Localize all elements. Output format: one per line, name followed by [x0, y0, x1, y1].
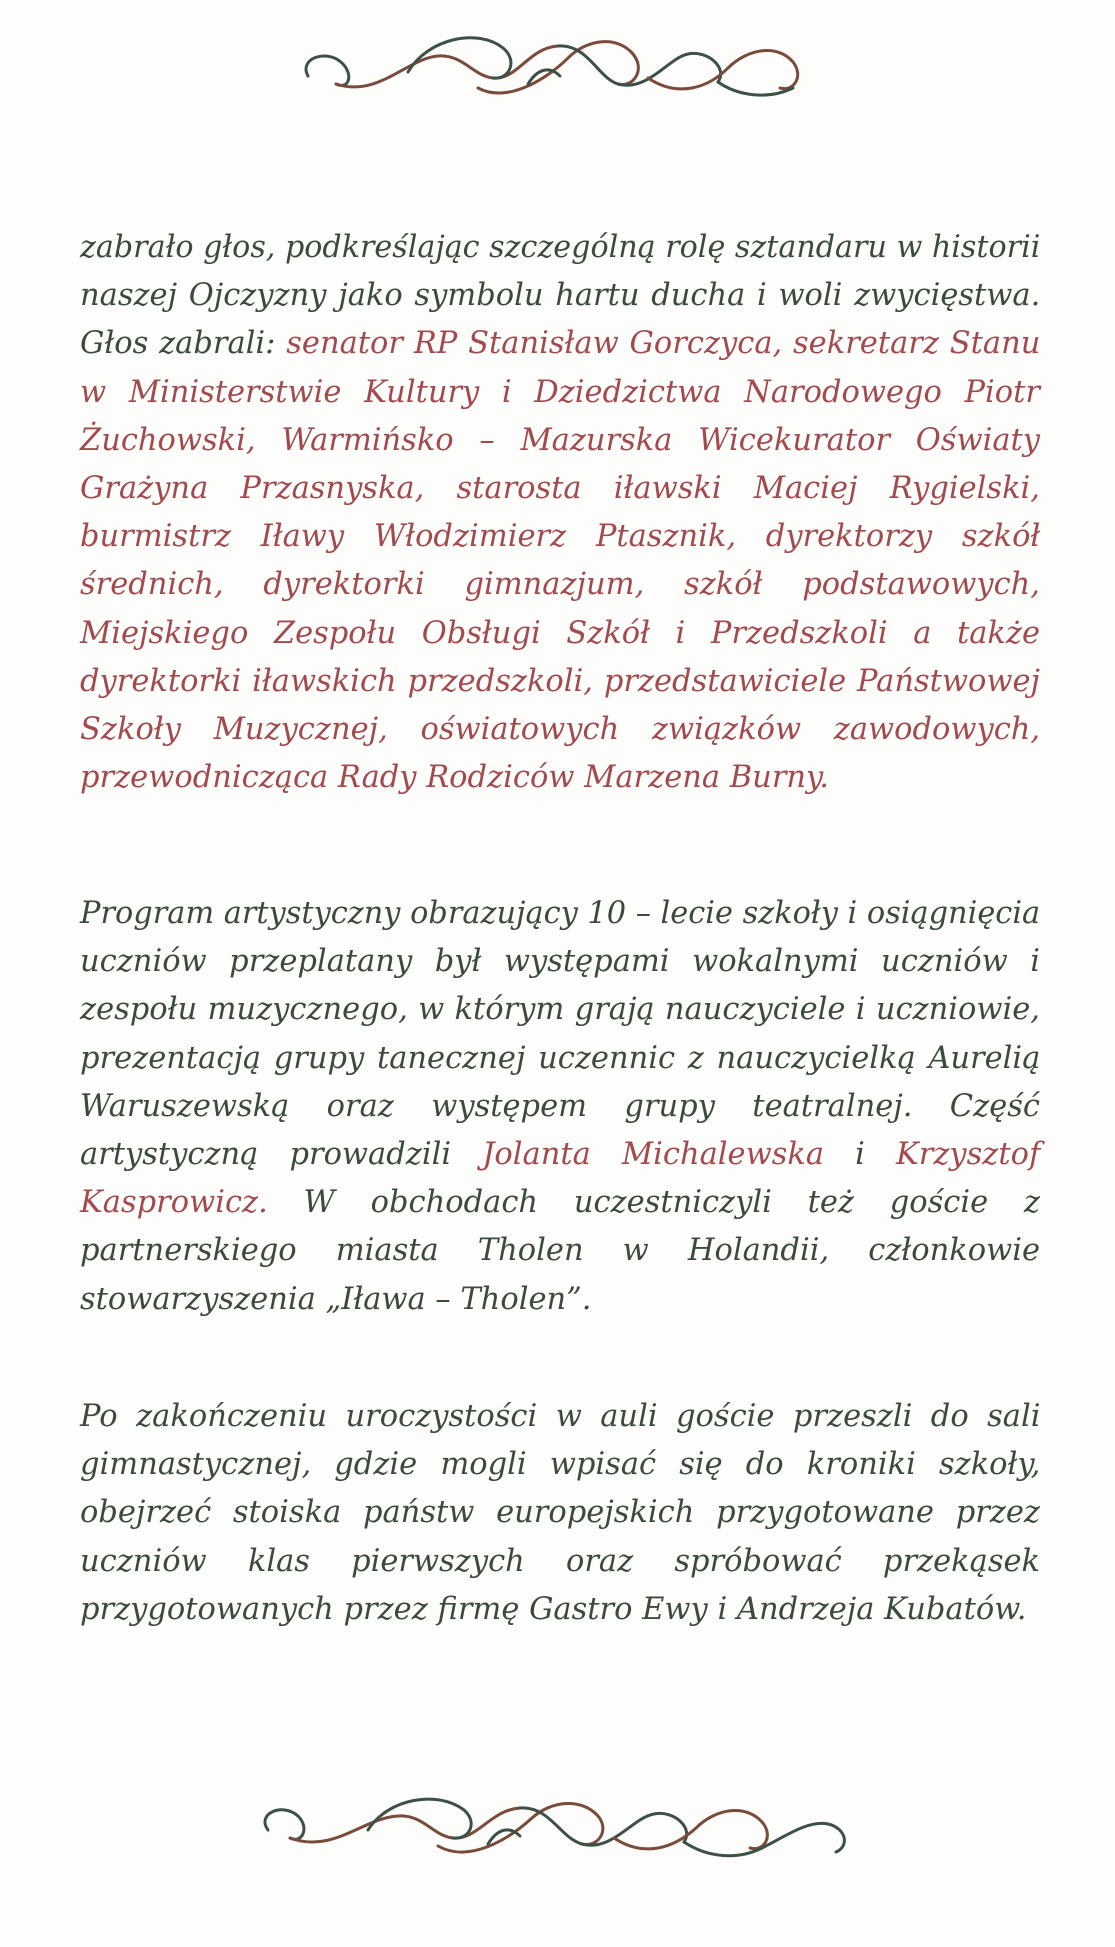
highlighted-name-span: Grażyna Przasnyska, starosta iławski Maciej Rygielski,	[80, 471, 1040, 507]
highlighted-name-span: średnich, dyrektorki gimnazjum, szkół podstawowych,	[80, 567, 1040, 603]
highlighted-name-span: Żuchowski, Warmińsko – Mazurska Wicekurator Oświaty	[80, 422, 1040, 458]
text-line	[80, 610, 1040, 658]
text-line	[80, 369, 1040, 417]
text-span: naszej Ojczyzny jako symbolu hartu ducha i woli zwycięstwa.	[80, 278, 1041, 314]
text-line	[80, 1083, 1040, 1131]
text-span: Waruszewską oraz występem grupy teatralnej. Część	[80, 1088, 1040, 1124]
paragraph-3	[80, 1393, 1040, 1634]
bottom-flourish-ornament	[238, 1780, 878, 1870]
highlighted-name-span: Miejskiego Zespołu Obsługi Szkół i Przedszkoli a także	[80, 615, 1041, 651]
highlighted-name-span: Kasprowicz.	[80, 1185, 268, 1221]
text-line	[80, 320, 1040, 368]
text-line	[80, 561, 1040, 609]
text-span: stowarzyszenia „Iława – Tholen”.	[80, 1281, 592, 1317]
text-span: przygotowanych przez firmę Gastro Ewy i Andrzeja Kubatów.	[80, 1591, 1027, 1627]
highlighted-name-span: dyrektorki iławskich przedszkoli, przedstawiciele Państwowej	[80, 663, 1040, 699]
text-line	[80, 1131, 1040, 1179]
text-line	[80, 1393, 1040, 1441]
text-line	[80, 1227, 1040, 1275]
text-line	[80, 417, 1040, 465]
paragraph-1	[80, 224, 1040, 802]
highlighted-name-span: Szkoły Muzycznej, oświatowych związków zawodowych,	[80, 712, 1041, 748]
text-line	[80, 1489, 1040, 1537]
text-line	[80, 465, 1040, 513]
text-line	[80, 986, 1040, 1034]
text-span: prezentacją grupy tanecznej uczennic z nauczycielką Aurelią	[80, 1040, 1041, 1076]
text-line	[80, 224, 1041, 272]
highlighted-name-span: senator RP Stanisław Gorczyca, sekretarz Stanu	[286, 326, 1041, 362]
text-line	[80, 1179, 1040, 1227]
text-line	[80, 890, 1041, 938]
text-line	[80, 1276, 1040, 1324]
highlighted-name-span: burmistrz Iławy Włodzimierz Ptasznik, dyrektorzy szkół	[80, 519, 1041, 555]
highlighted-name-span: w Ministerstwie Kultury i Dziedzictwa Narodowego Piotr	[80, 374, 1040, 410]
text-line	[80, 1586, 1040, 1634]
text-line	[80, 706, 1040, 754]
text-line	[80, 754, 1040, 802]
top-flourish-ornament	[288, 18, 828, 108]
text-span: zabrało głos, podkreślając szczególną rolę sztandaru w historii	[80, 230, 1041, 265]
text-span: artystyczną prowadzili	[80, 1137, 483, 1173]
text-span: i	[824, 1137, 896, 1173]
highlighted-name-span: Jolanta Michalewska	[482, 1137, 825, 1173]
text-span: Po zakończeniu uroczystości w auli goście przeszli do sali	[80, 1399, 1041, 1434]
text-span: Program artystyczny obrazujący 10 – lecie szkoły i osiągnięcia	[80, 896, 1041, 931]
highlighted-name-span: przewodnicząca Rady Rodziców Marzena Burny.	[80, 760, 829, 796]
text-span: partnerskiego miasta Tholen w Holandii, członkowie	[80, 1233, 1041, 1269]
text-span: uczniów klas pierwszych oraz spróbować przekąsek	[80, 1543, 1040, 1579]
text-line	[80, 1035, 1040, 1083]
paragraph-2	[80, 890, 1040, 1324]
text-line	[80, 1441, 1040, 1489]
text-span: obejrzeć stoiska państw europejskich przygotowane przez	[80, 1495, 1040, 1531]
highlighted-name-span: Krzysztof	[895, 1137, 1041, 1173]
text-span: W obchodach uczestniczyli też goście z	[267, 1185, 1040, 1221]
text-span: uczniów przeplatany był występami wokalnymi uczniów i	[80, 944, 1040, 980]
text-line	[80, 938, 1040, 986]
text-span: gimnastycznej, gdzie mogli wpisać się do kroniki szkoły,	[80, 1447, 1041, 1483]
text-line	[80, 1538, 1040, 1586]
text-line	[80, 272, 1040, 320]
text-span: Głos zabrali:	[80, 326, 287, 362]
text-line	[80, 658, 1040, 706]
text-span: zespołu muzycznego, w którym grają nauczyciele i uczniowie,	[80, 992, 1040, 1028]
text-line	[80, 513, 1040, 561]
